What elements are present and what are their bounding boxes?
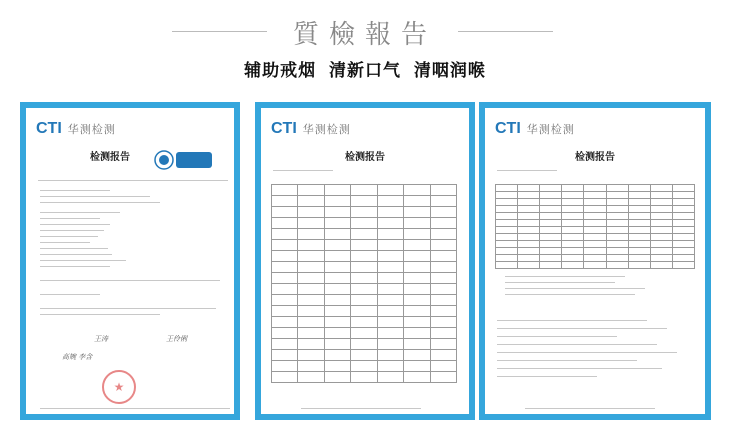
table-cell (540, 262, 562, 269)
table-cell (430, 317, 456, 328)
table-cell (404, 295, 430, 306)
table-cell (584, 213, 606, 220)
table-cell (540, 227, 562, 234)
table-cell (404, 284, 430, 295)
table-cell (324, 339, 350, 350)
table-cell (404, 306, 430, 317)
table-cell (540, 241, 562, 248)
table-cell (496, 234, 518, 241)
table-cell (324, 273, 350, 284)
table-cell (351, 218, 377, 229)
table-cell (606, 220, 628, 227)
table-cell (606, 227, 628, 234)
signature-3: 高婉 李含 (62, 353, 93, 361)
table-cell (518, 241, 540, 248)
table-cell (650, 262, 672, 269)
table-cell (377, 229, 403, 240)
table-cell (272, 185, 298, 196)
table-cell (377, 317, 403, 328)
table-cell (672, 241, 694, 248)
table-cell (518, 206, 540, 213)
table-row (496, 227, 695, 234)
red-seal-icon (102, 370, 136, 404)
table-cell (628, 234, 650, 241)
table-cell (606, 234, 628, 241)
table-cell (628, 199, 650, 206)
table-cell (377, 273, 403, 284)
table-cell (324, 229, 350, 240)
table-cell (650, 248, 672, 255)
table-cell (540, 192, 562, 199)
report-number-line (497, 170, 557, 171)
table-row (272, 350, 457, 361)
table-cell (584, 241, 606, 248)
table-cell (430, 207, 456, 218)
table-cell (298, 229, 324, 240)
table-cell (324, 218, 350, 229)
table-cell (584, 206, 606, 213)
table-cell (404, 339, 430, 350)
table-cell (672, 255, 694, 262)
report-document-2 (261, 108, 469, 414)
table-cell (404, 361, 430, 372)
table-row (496, 206, 695, 213)
table-cell (351, 229, 377, 240)
table-cell (496, 206, 518, 213)
table-cell (496, 248, 518, 255)
table-cell (404, 350, 430, 361)
table-cell (628, 220, 650, 227)
table-row (272, 361, 457, 372)
table-cell (324, 284, 350, 295)
table-row (496, 262, 695, 269)
table-cell (562, 241, 584, 248)
table-cell (377, 284, 403, 295)
report-table (495, 184, 695, 269)
table-cell (324, 295, 350, 306)
table-cell (672, 213, 694, 220)
table-cell (628, 185, 650, 192)
table-cell (351, 350, 377, 361)
table-cell (540, 255, 562, 262)
table-cell (377, 218, 403, 229)
table-cell (584, 248, 606, 255)
signature-1: 王涛 (94, 335, 108, 343)
table-cell (351, 339, 377, 350)
table-cell (496, 199, 518, 206)
table-cell (351, 185, 377, 196)
report-number-line (273, 170, 333, 171)
table-cell (430, 240, 456, 251)
table-cell (562, 220, 584, 227)
footer-line (525, 408, 655, 409)
table-cell (562, 192, 584, 199)
report-card-2 (255, 102, 475, 420)
table-cell (351, 262, 377, 273)
table-cell (351, 273, 377, 284)
table-row (272, 251, 457, 262)
table-cell (628, 255, 650, 262)
table-cell (650, 213, 672, 220)
table-cell (272, 207, 298, 218)
logo-text: CTI (271, 120, 297, 137)
logo-cn-text: 华测检测 (302, 123, 351, 136)
table-cell (351, 328, 377, 339)
table-cell (430, 372, 456, 383)
table-cell (540, 206, 562, 213)
table-cell (272, 196, 298, 207)
table-cell (628, 192, 650, 199)
table-cell (540, 199, 562, 206)
table-row (272, 317, 457, 328)
table-cell (298, 262, 324, 273)
table-cell (540, 213, 562, 220)
table-cell (324, 185, 350, 196)
table-cell (298, 207, 324, 218)
table-cell (430, 306, 456, 317)
table-cell (606, 248, 628, 255)
logo-text: CTI (36, 120, 62, 137)
table-cell (606, 206, 628, 213)
table-cell (628, 213, 650, 220)
logo-text: CTI (495, 120, 521, 137)
table-cell (298, 306, 324, 317)
table-row (272, 240, 457, 251)
table-cell (430, 361, 456, 372)
table-cell (562, 227, 584, 234)
table-row (496, 220, 695, 227)
table-cell (272, 339, 298, 350)
table-row (272, 196, 457, 207)
table-cell (540, 185, 562, 192)
table-cell (324, 372, 350, 383)
table-row (496, 255, 695, 262)
table-cell (430, 284, 456, 295)
table-cell (404, 262, 430, 273)
table-cell (628, 248, 650, 255)
table-cell (298, 273, 324, 284)
table-cell (351, 240, 377, 251)
table-cell (298, 372, 324, 383)
cti-logo (495, 120, 575, 138)
table-cell (518, 255, 540, 262)
table-cell (430, 350, 456, 361)
table-cell (496, 185, 518, 192)
table-cell (377, 372, 403, 383)
table-cell (518, 262, 540, 269)
table-cell (272, 229, 298, 240)
table-cell (606, 262, 628, 269)
page-subtitle: 辅助戒烟 清新口气 清咽润喉 (244, 61, 486, 81)
table-cell (351, 284, 377, 295)
table-cell (351, 361, 377, 372)
table-cell (377, 339, 403, 350)
table-row (272, 284, 457, 295)
table-cell (606, 255, 628, 262)
table-cell (377, 262, 403, 273)
table-cell (672, 206, 694, 213)
table-cell (562, 199, 584, 206)
table-row (272, 229, 457, 240)
table-cell (628, 227, 650, 234)
table-cell (324, 328, 350, 339)
table-cell (404, 207, 430, 218)
table-cell (272, 262, 298, 273)
table-cell (430, 339, 456, 350)
table-row (272, 207, 457, 218)
table-cell (672, 220, 694, 227)
table-cell (606, 199, 628, 206)
table-cell (430, 185, 456, 196)
table-cell (562, 248, 584, 255)
table-row (272, 295, 457, 306)
table-cell (272, 273, 298, 284)
report-title: 检测报告 (575, 152, 615, 163)
table-cell (298, 218, 324, 229)
cti-logo (271, 120, 351, 138)
table-cell (272, 240, 298, 251)
table-row (272, 218, 457, 229)
table-cell (650, 241, 672, 248)
table-cell (351, 251, 377, 262)
signature-2: 王伶俐 (166, 335, 187, 343)
cti-logo (36, 120, 116, 138)
table-cell (298, 295, 324, 306)
table-cell (606, 241, 628, 248)
table-cell (430, 262, 456, 273)
table-cell (672, 262, 694, 269)
table-cell (672, 192, 694, 199)
table-cell (496, 255, 518, 262)
table-cell (324, 350, 350, 361)
table-cell (430, 295, 456, 306)
table-cell (584, 192, 606, 199)
table-cell (351, 306, 377, 317)
table-cell (496, 262, 518, 269)
table-cell (377, 196, 403, 207)
table-cell (540, 234, 562, 241)
table-cell (562, 262, 584, 269)
footer-line (40, 408, 230, 409)
table-cell (496, 227, 518, 234)
table-cell (650, 185, 672, 192)
table-cell (351, 295, 377, 306)
table-cell (672, 227, 694, 234)
table-cell (324, 361, 350, 372)
table-cell (404, 273, 430, 284)
table-cell (404, 218, 430, 229)
table-cell (672, 199, 694, 206)
table-cell (430, 196, 456, 207)
table-cell (272, 284, 298, 295)
table-cell (562, 234, 584, 241)
table-cell (377, 185, 403, 196)
table-cell (324, 306, 350, 317)
table-cell (540, 248, 562, 255)
table-cell (351, 317, 377, 328)
table-cell (606, 185, 628, 192)
table-cell (298, 339, 324, 350)
table-cell (496, 241, 518, 248)
table-cell (298, 240, 324, 251)
table-cell (430, 229, 456, 240)
table-cell (650, 255, 672, 262)
table-cell (606, 213, 628, 220)
table-cell (272, 306, 298, 317)
table-cell (377, 295, 403, 306)
table-cell (404, 185, 430, 196)
table-cell (628, 206, 650, 213)
table-cell (628, 262, 650, 269)
table-cell (650, 199, 672, 206)
table-cell (584, 199, 606, 206)
table-cell (584, 262, 606, 269)
table-cell (377, 328, 403, 339)
table-cell (298, 196, 324, 207)
table-row (272, 372, 457, 383)
table-cell (496, 213, 518, 220)
table-row (496, 185, 695, 192)
table-cell (584, 227, 606, 234)
table-cell (377, 240, 403, 251)
table-cell (496, 220, 518, 227)
table-cell (430, 251, 456, 262)
table-cell (430, 328, 456, 339)
table-cell (298, 284, 324, 295)
table-cell (584, 255, 606, 262)
table-cell (272, 317, 298, 328)
table-cell (377, 350, 403, 361)
table-row (496, 234, 695, 241)
table-cell (377, 361, 403, 372)
table-cell (324, 262, 350, 273)
report-title: 检测报告 (90, 152, 130, 163)
table-row (272, 273, 457, 284)
table-cell (672, 185, 694, 192)
table-cell (518, 199, 540, 206)
table-cell (650, 234, 672, 241)
report-document-3 (485, 108, 705, 414)
table-cell (584, 185, 606, 192)
table-row (272, 262, 457, 273)
table-cell (404, 229, 430, 240)
table-cell (650, 192, 672, 199)
table-cell (628, 241, 650, 248)
table-cell (518, 234, 540, 241)
table-cell (351, 196, 377, 207)
table-cell (377, 251, 403, 262)
footer-line (301, 408, 421, 409)
table-cell (324, 240, 350, 251)
table-cell (518, 227, 540, 234)
table-cell (606, 192, 628, 199)
table-cell (351, 372, 377, 383)
table-cell (272, 350, 298, 361)
table-cell (298, 317, 324, 328)
table-cell (518, 213, 540, 220)
divider (38, 180, 228, 181)
table-row (496, 241, 695, 248)
table-row (496, 213, 695, 220)
table-cell (650, 220, 672, 227)
logo-cn-text: 华测检测 (67, 123, 116, 136)
table-cell (298, 350, 324, 361)
table-row (272, 339, 457, 350)
table-cell (377, 306, 403, 317)
table-cell (404, 328, 430, 339)
table-cell (298, 361, 324, 372)
table-cell (672, 234, 694, 241)
table-cell (272, 372, 298, 383)
table-cell (430, 218, 456, 229)
table-cell (518, 192, 540, 199)
table-cell (430, 273, 456, 284)
table-cell (562, 213, 584, 220)
table-cell (324, 317, 350, 328)
report-table (271, 184, 457, 383)
table-cell (404, 196, 430, 207)
table-cell (324, 207, 350, 218)
report-title: 检测报告 (345, 152, 385, 163)
report-document-1 (26, 108, 234, 414)
table-cell (272, 361, 298, 372)
table-cell (272, 251, 298, 262)
table-cell (518, 185, 540, 192)
table-cell (562, 206, 584, 213)
table-cell (377, 207, 403, 218)
table-cell (562, 255, 584, 262)
table-cell (540, 220, 562, 227)
table-cell (324, 196, 350, 207)
table-row (496, 248, 695, 255)
table-row (272, 328, 457, 339)
report-card-3 (479, 102, 711, 420)
table-cell (650, 227, 672, 234)
page-title: 質檢報告 (292, 20, 437, 50)
table-cell (562, 185, 584, 192)
table-cell (650, 206, 672, 213)
table-cell (584, 220, 606, 227)
table-cell (351, 207, 377, 218)
table-cell (518, 220, 540, 227)
table-cell (404, 251, 430, 262)
table-row (272, 185, 457, 196)
table-cell (298, 185, 324, 196)
table-row (496, 192, 695, 199)
logo-cn-text: 华测检测 (526, 123, 575, 136)
table-cell (404, 317, 430, 328)
table-row (272, 306, 457, 317)
table-cell (672, 248, 694, 255)
table-cell (298, 251, 324, 262)
table-cell (272, 328, 298, 339)
table-cell (272, 218, 298, 229)
table-cell (298, 328, 324, 339)
table-row (496, 199, 695, 206)
table-cell (404, 372, 430, 383)
table-cell (584, 234, 606, 241)
table-cell (324, 251, 350, 262)
table-cell (404, 240, 430, 251)
table-cell (496, 192, 518, 199)
table-cell (518, 248, 540, 255)
table-cell (272, 295, 298, 306)
header-line-right (458, 31, 553, 32)
report-card-1 (20, 102, 240, 420)
